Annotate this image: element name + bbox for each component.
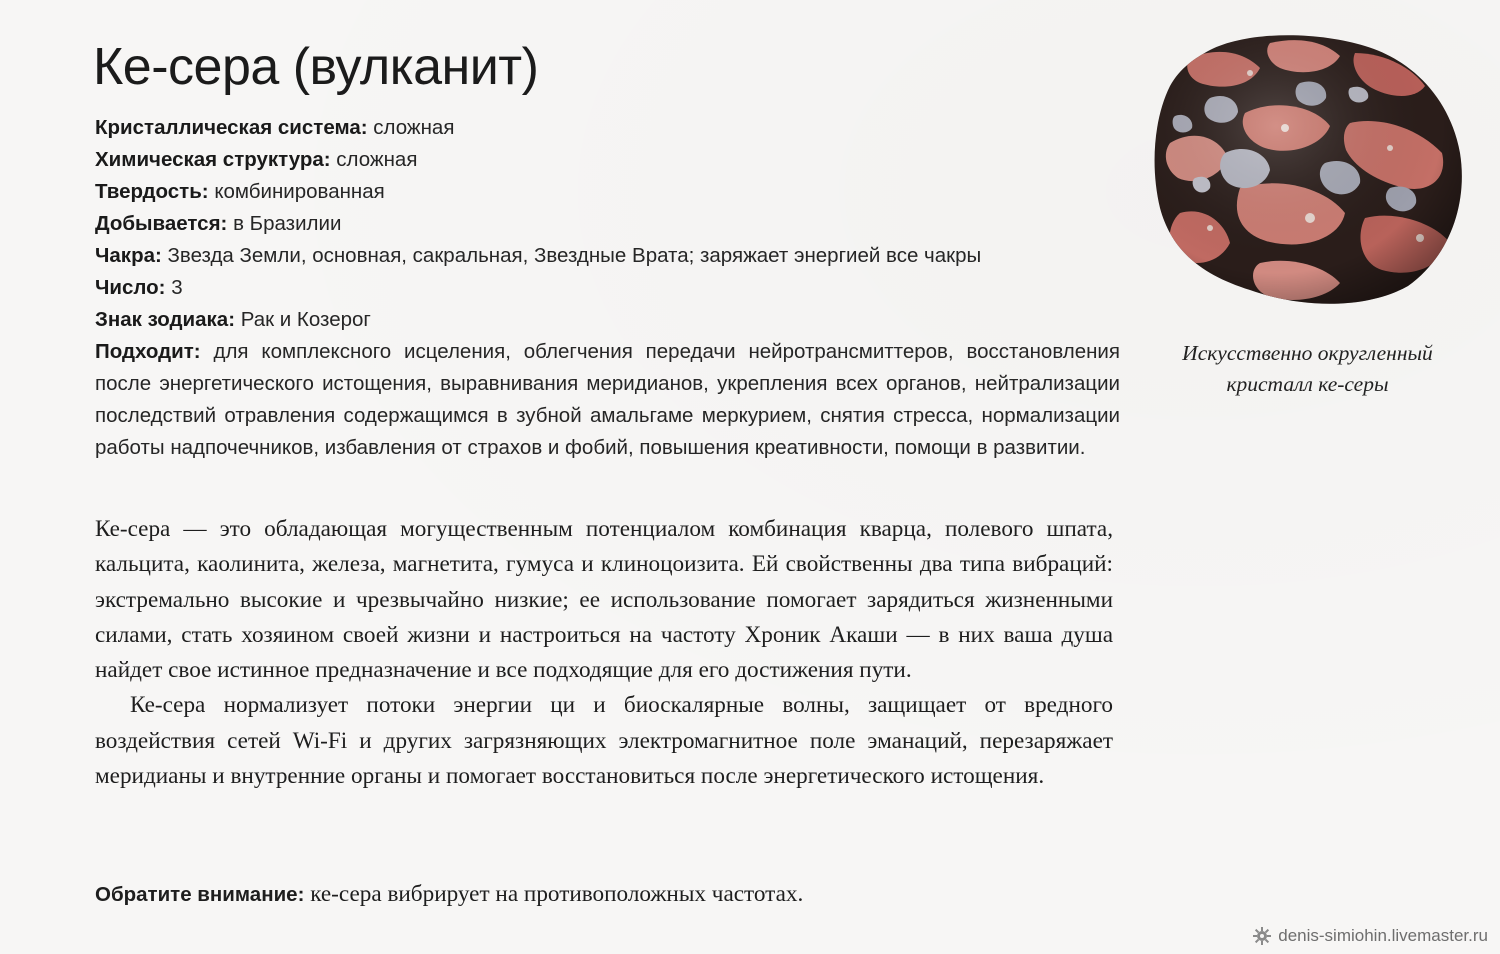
property-label: Кристаллическая система: (95, 116, 368, 139)
property-value: Звезда Земли, основная, сакральная, Звездные Врата; заряжает энергией все чакры (161, 244, 982, 267)
property-crystal-system (95, 112, 1120, 144)
attention-note (95, 877, 803, 912)
property-label: Добывается: (95, 212, 228, 235)
property-chemical-structure (95, 144, 1120, 176)
watermark (1252, 926, 1488, 946)
stone-photo (1150, 28, 1465, 308)
property-value: для комплексного исцеления, облегчения передачи нейротрансмиттеров, восстановления после энергетического истощения, выравнивания меридианов, укрепления всех органов, нейтрализации последствий отравления содержащимся в зубной амальгаме меркурием, снятия стресса, нормализации работы надпочечников, избавления от страхов и фобий, повышения креативности, помощи в развитии. (95, 340, 1120, 459)
property-label: Твердость: (95, 180, 209, 203)
property-suits (95, 336, 1120, 464)
property-value: комбинированная (208, 180, 385, 203)
property-label: Химическая структура: (95, 148, 331, 171)
image-caption: Искусственно округленный кристалл ке-серы (1182, 341, 1433, 396)
property-value: Рак и Козерог (235, 308, 371, 331)
property-label: Число: (95, 276, 166, 299)
property-chakra (95, 240, 1120, 272)
property-label: Чакра: (95, 244, 162, 267)
paragraph: Ке-сера нормализует потоки энергии ци и биоскалярные волны, защищает от вредного воздействия сетей Wi-Fi и других загрязняющих электромагнитное поле эманаций, перезаряжает меридианы и внутренние органы и помогает восстановиться после энергетического истощения. (95, 692, 1113, 790)
property-value: в Бразилии (227, 212, 342, 235)
property-number (95, 272, 1120, 304)
watermark-text: denis-simiohin.livemaster.ru (1278, 926, 1488, 945)
gear-icon (1252, 926, 1272, 946)
paragraph: Ке-сера — это обладающая могущественным потенциалом комбинация кварца, полевого шпата, кальцита, каолинита, железа, магнетита, гумуса и клиноцоизита. Ей свойственны два типа вибраций: экстремально высокие и чрезвычайно низкие; ее использование помогает зарядиться жизненными силами, стать хозяином своей жизни и настроиться на частоту Хроник Акаши — в них ваша душа найдет свое истинное предназначение и все подходящие для его достижения пути. (95, 516, 1113, 684)
page-title: Ке-сера (вулканит) (93, 38, 539, 96)
description (95, 512, 1113, 794)
property-mined (95, 208, 1120, 240)
note-text: ке-сера вибрирует на противоположных частотах. (304, 881, 804, 907)
property-label: Подходит: (95, 340, 201, 363)
property-value: сложная (367, 116, 455, 139)
property-value: 3 (165, 276, 183, 299)
property-label: Знак зодиака: (95, 308, 236, 331)
property-zodiac (95, 304, 1120, 336)
properties-list (95, 112, 1120, 464)
property-value: сложная (330, 148, 418, 171)
note-label: Обратите внимание: (95, 883, 305, 906)
property-hardness (95, 176, 1120, 208)
